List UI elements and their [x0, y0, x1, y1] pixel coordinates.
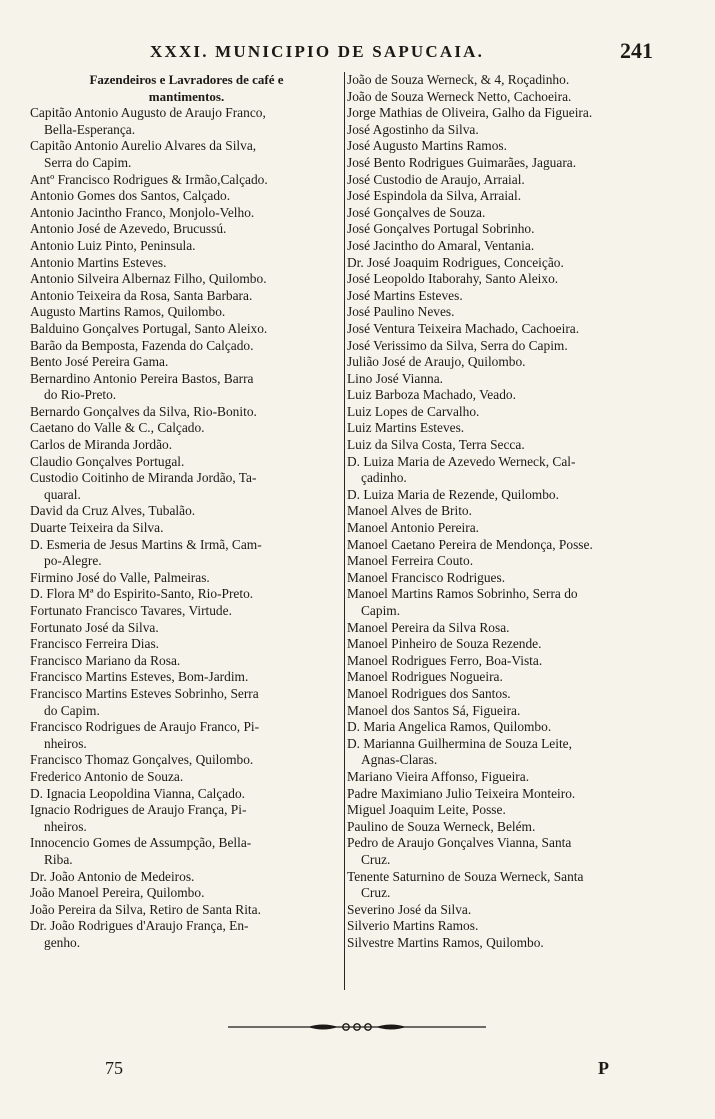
entry-line: Fortunato José da Silva. [30, 619, 159, 635]
entry-line: Bernardo Gonçalves da Silva, Rio-Bonito. [30, 403, 257, 419]
directory-entry [30, 918, 343, 951]
entry-line: Severino José da Silva. [347, 901, 472, 917]
entry-line: Claudio Gonçalves Portugal. [30, 453, 185, 469]
entry-line: João de Souza Werneck Netto, Cachoeira. [347, 88, 572, 104]
directory-entry [30, 271, 343, 288]
entry-line: Manoel Pereira da Silva Rosa. [347, 619, 510, 635]
entry-line: José Espindola da Silva, Arraial. [347, 188, 522, 204]
directory-entry [347, 338, 692, 355]
entry-line: Antonio Luiz Pinto, Peninsula. [30, 237, 196, 253]
entry-line: D. Maria Angelica Ramos, Quilombo. [347, 719, 552, 735]
entry-line: Carlos de Miranda Jordão. [30, 437, 173, 453]
directory-entry [30, 570, 343, 587]
directory-entry [30, 835, 343, 868]
entry-line: José Martins Esteves. [347, 287, 463, 303]
entry-line: Antonio Martins Esteves. [30, 254, 167, 270]
directory-entry [347, 205, 692, 222]
entry-line: D. Luiza Maria de Azevedo Werneck, Cal- [347, 453, 576, 469]
entry-continuation: po-Alegre. [44, 553, 102, 569]
entry-line: Antonio Silveira Albernaz Filho, Quilombo. [30, 271, 267, 287]
entry-line: Manoel Antonio Pereira. [347, 520, 480, 536]
entry-continuation: Riba. [44, 851, 73, 867]
directory-entry [30, 503, 343, 520]
directory-entry [347, 288, 692, 305]
entry-continuation: Serra do Capim. [44, 154, 132, 170]
directory-entry [347, 653, 692, 670]
directory-entry [30, 105, 343, 138]
entry-line: Francisco Ferreira Dias. [30, 636, 160, 652]
entry-line: Luiz Martins Esteves. [347, 420, 465, 436]
directory-entry [347, 769, 692, 786]
entry-line: Manoel Rodrigues Nogueira. [347, 669, 503, 685]
directory-entry [30, 869, 343, 886]
entry-line: Manoel Martins Ramos Sobrinho, Serra do [347, 586, 578, 602]
directory-entry [30, 902, 343, 919]
directory-entry [30, 885, 343, 902]
entry-line: Antonio José de Azevedo, Brucussú. [30, 221, 227, 237]
entry-line: João de Souza Werneck, & 4, Roçadinho. [347, 72, 570, 87]
directory-entry [30, 321, 343, 338]
directory-entry [30, 769, 343, 786]
entry-line: Barão da Bemposta, Fazenda do Calçado. [30, 337, 254, 353]
directory-entry [347, 354, 692, 371]
entry-line: José Gonçalves Portugal Sobrinho. [347, 221, 535, 237]
directory-entry [30, 620, 343, 637]
entry-continuation: quaral. [44, 486, 81, 502]
directory-entry [30, 537, 343, 570]
entry-line: José Paulino Neves. [347, 304, 455, 320]
section-heading-line: Fazendeiros e Lavradores de café e [89, 72, 284, 87]
directory-entry [347, 387, 692, 404]
right-entry-list [347, 72, 692, 951]
directory-entry [30, 304, 343, 321]
entry-line: D. Esmeria de Jesus Martins & Irmã, Cam- [30, 536, 262, 552]
entry-line: Manoel Alves de Brito. [347, 503, 472, 519]
right-column [347, 72, 692, 951]
directory-entry [347, 404, 692, 421]
directory-entry [30, 586, 343, 603]
directory-entry [30, 420, 343, 437]
directory-entry [347, 221, 692, 238]
directory-entry [347, 586, 692, 619]
directory-entry [347, 520, 692, 537]
directory-entry [347, 537, 692, 554]
directory-entry [347, 188, 692, 205]
ornament-divider [228, 1020, 486, 1034]
entry-line: José Custodio de Araujo, Arraial. [347, 171, 525, 187]
entry-continuation: Capim. [361, 603, 401, 618]
page-title: XXXI. MUNICIPIO DE SAPUCAIA. [150, 42, 485, 61]
sheet-mark: P [598, 1058, 609, 1078]
directory-entry [347, 321, 692, 338]
directory-entry [347, 238, 692, 255]
directory-entry [30, 221, 343, 238]
entry-line: D. Ignacia Leopoldina Vianna, Calçado. [30, 785, 245, 801]
directory-entry [347, 902, 692, 919]
directory-entry [30, 603, 343, 620]
page-number: 241 [620, 38, 653, 63]
signature-mark: 75 [105, 1058, 123, 1078]
entry-continuation: genho. [44, 934, 81, 950]
directory-entry [30, 454, 343, 471]
entry-line: Paulino de Souza Werneck, Belém. [347, 818, 536, 834]
directory-entry [347, 935, 692, 952]
directory-entry [30, 653, 343, 670]
entry-line: Manoel Rodrigues dos Santos. [347, 685, 511, 701]
directory-entry [30, 288, 343, 305]
directory-entry [30, 354, 343, 371]
directory-entry [347, 454, 692, 487]
directory-entry [347, 72, 692, 89]
entry-line: Antº Francisco Rodrigues & Irmão,Calçado. [30, 171, 268, 187]
entry-line: Ignacio Rodrigues de Araujo França, Pi- [30, 802, 247, 818]
page-header [0, 38, 715, 68]
entry-line: Luiz Barboza Machado, Veado. [347, 387, 516, 403]
entry-line: Firmino José do Valle, Palmeiras. [30, 569, 210, 585]
directory-entry [30, 338, 343, 355]
directory-entry [347, 669, 692, 686]
directory-entry [347, 686, 692, 703]
directory-entry [347, 105, 692, 122]
entry-line: José Gonçalves de Souza. [347, 204, 486, 220]
directory-entry [30, 686, 343, 719]
entry-line: José Bento Rodrigues Guimarães, Jaguara. [347, 154, 577, 170]
entry-continuation: nheiros. [44, 818, 87, 834]
entry-line: Capitão Antonio Augusto de Araujo Franco, [30, 105, 266, 121]
directory-entry [347, 255, 692, 272]
directory-entry [347, 835, 692, 868]
directory-entry [347, 819, 692, 836]
directory-entry [30, 138, 343, 171]
entry-line: Bento José Pereira Gama. [30, 354, 169, 370]
entry-line: D. Luiza Maria de Rezende, Quilombo. [347, 486, 559, 502]
directory-entry [347, 620, 692, 637]
entry-line: Silverio Martins Ramos. [347, 918, 479, 934]
entry-continuation: Bella-Esperança. [44, 121, 136, 137]
entry-line: Caetano do Valle & C., Calçado. [30, 420, 205, 436]
entry-line: Bernardino Antonio Pereira Bastos, Barra [30, 370, 254, 386]
entry-continuation: do Rio-Preto. [44, 387, 117, 403]
entry-line: Francisco Martins Esteves, Bom-Jardim. [30, 669, 249, 685]
directory-entry [30, 404, 343, 421]
entry-line: Innocencio Gomes de Assumpção, Bella- [30, 835, 252, 851]
entry-line: Manoel Pinheiro de Souza Rezende. [347, 636, 542, 652]
directory-entry [347, 918, 692, 935]
entry-continuation: çadinho. [361, 470, 407, 486]
entry-line: José Jacintho do Amaral, Ventania. [347, 237, 535, 253]
entry-line: Augusto Martins Ramos, Quilombo. [30, 304, 226, 320]
entry-line: Miguel Joaquim Leite, Posse. [347, 802, 506, 818]
left-entry-list [30, 105, 343, 951]
entry-line: Luiz da Silva Costa, Terra Secca. [347, 437, 525, 453]
entry-line: Antonio Teixeira da Rosa, Santa Barbara. [30, 287, 253, 303]
entry-line: Dr. João Antonio de Medeiros. [30, 868, 195, 884]
directory-entry [347, 719, 692, 736]
directory-entry [347, 437, 692, 454]
entry-line: Mariano Vieira Affonso, Figueira. [347, 768, 530, 784]
entry-line: Antonio Jacintho Franco, Monjolo-Velho. [30, 204, 255, 220]
directory-entry [347, 304, 692, 321]
entry-line: Fortunato Francisco Tavares, Virtude. [30, 603, 232, 618]
directory-entry [30, 172, 343, 189]
entry-line: Dr. José Joaquim Rodrigues, Conceição. [347, 254, 564, 270]
directory-entry [347, 138, 692, 155]
entry-line: José Augusto Martins Ramos. [347, 138, 507, 154]
directory-entry [347, 371, 692, 388]
section-heading-line: mantimentos. [148, 88, 225, 104]
entry-continuation: Cruz. [361, 851, 391, 867]
entry-line: Lino José Vianna. [347, 370, 444, 386]
entry-line: Luiz Lopes de Carvalho. [347, 403, 480, 419]
directory-entry [347, 271, 692, 288]
column-divider [344, 72, 345, 990]
directory-entry [347, 155, 692, 172]
entry-line: José Verissimo da Silva, Serra do Capim. [347, 337, 568, 353]
entry-line: João Manoel Pereira, Quilombo. [30, 885, 205, 901]
entry-line: Francisco Mariano da Rosa. [30, 652, 181, 668]
entry-line: Capitão Antonio Aurelio Alvares da Silva, [30, 138, 257, 154]
directory-entry [30, 786, 343, 803]
entry-line: Frederico Antonio de Souza. [30, 768, 184, 784]
entry-line: David da Cruz Alves, Tubalão. [30, 503, 196, 519]
entry-line: Jorge Mathias de Oliveira, Galho da Figueira. [347, 105, 593, 121]
directory-entry [347, 570, 692, 587]
directory-entry [347, 786, 692, 803]
directory-entry [347, 172, 692, 189]
entry-line: Manoel Rodrigues Ferro, Boa-Vista. [347, 652, 543, 668]
directory-entry [30, 205, 343, 222]
directory-entry [30, 470, 343, 503]
entry-continuation: nheiros. [44, 735, 87, 751]
entry-continuation: Cruz. [361, 885, 391, 901]
entry-line: Francisco Thomaz Gonçalves, Quilombo. [30, 752, 254, 768]
directory-entry [347, 420, 692, 437]
directory-entry [347, 122, 692, 139]
entry-continuation: do Capim. [44, 702, 100, 718]
directory-entry [30, 802, 343, 835]
directory-entry [30, 669, 343, 686]
entry-line: Francisco Martins Esteves Sobrinho, Serra [30, 685, 259, 701]
section-heading [30, 72, 343, 105]
entry-line: D. Marianna Guilhermina de Souza Leite, [347, 735, 572, 751]
entry-continuation: Agnas-Claras. [361, 752, 438, 768]
entry-line: D. Flora Mª do Espirito-Santo, Rio-Preto. [30, 586, 254, 602]
entry-line: Padre Maximiano Julio Teixeira Monteiro. [347, 785, 576, 801]
entry-line: José Agostinho da Silva. [347, 121, 479, 137]
directory-entry [30, 238, 343, 255]
entry-line: João Pereira da Silva, Retiro de Santa Rita. [30, 901, 261, 917]
directory-entry [30, 188, 343, 205]
directory-entry [30, 437, 343, 454]
entry-line: José Ventura Teixeira Machado, Cachoeira. [347, 320, 580, 336]
directory-entry [347, 487, 692, 504]
directory-entry [347, 869, 692, 902]
directory-entry [347, 553, 692, 570]
directory-entry [347, 89, 692, 106]
directory-entry [30, 371, 343, 404]
entry-line: Antonio Gomes dos Santos, Calçado. [30, 188, 231, 204]
entry-line: Manoel Caetano Pereira de Mendonça, Posse. [347, 536, 593, 552]
directory-entry [30, 752, 343, 769]
directory-entry [30, 719, 343, 752]
entry-line: Manoel Francisco Rodrigues. [347, 569, 506, 585]
entry-line: Dr. João Rodrigues d'Araujo França, En- [30, 918, 249, 934]
directory-entry [347, 703, 692, 720]
directory-entry [347, 636, 692, 653]
entry-line: Custodio Coitinho de Miranda Jordão, Ta- [30, 470, 257, 486]
entry-line: Francisco Rodrigues de Araujo Franco, Pi- [30, 719, 260, 735]
entry-line: Tenente Saturnino de Souza Werneck, Santa [347, 868, 584, 884]
entry-line: Manoel Ferreira Couto. [347, 553, 474, 569]
left-column [30, 72, 343, 951]
entry-line: Balduino Gonçalves Portugal, Santo Aleixo. [30, 320, 268, 336]
entry-line: Julião José de Araujo, Quilombo. [347, 354, 526, 370]
directory-entry [347, 802, 692, 819]
directory-entry [347, 503, 692, 520]
directory-entry [347, 736, 692, 769]
directory-entry [30, 636, 343, 653]
entry-line: Duarte Teixeira da Silva. [30, 520, 164, 536]
directory-entry [30, 255, 343, 272]
entry-line: Silvestre Martins Ramos, Quilombo. [347, 934, 544, 950]
directory-entry [30, 520, 343, 537]
entry-line: José Leopoldo Itaborahy, Santo Aleixo. [347, 271, 559, 287]
entry-line: Pedro de Araujo Gonçalves Vianna, Santa [347, 835, 572, 851]
entry-line: Manoel dos Santos Sá, Figueira. [347, 702, 521, 718]
